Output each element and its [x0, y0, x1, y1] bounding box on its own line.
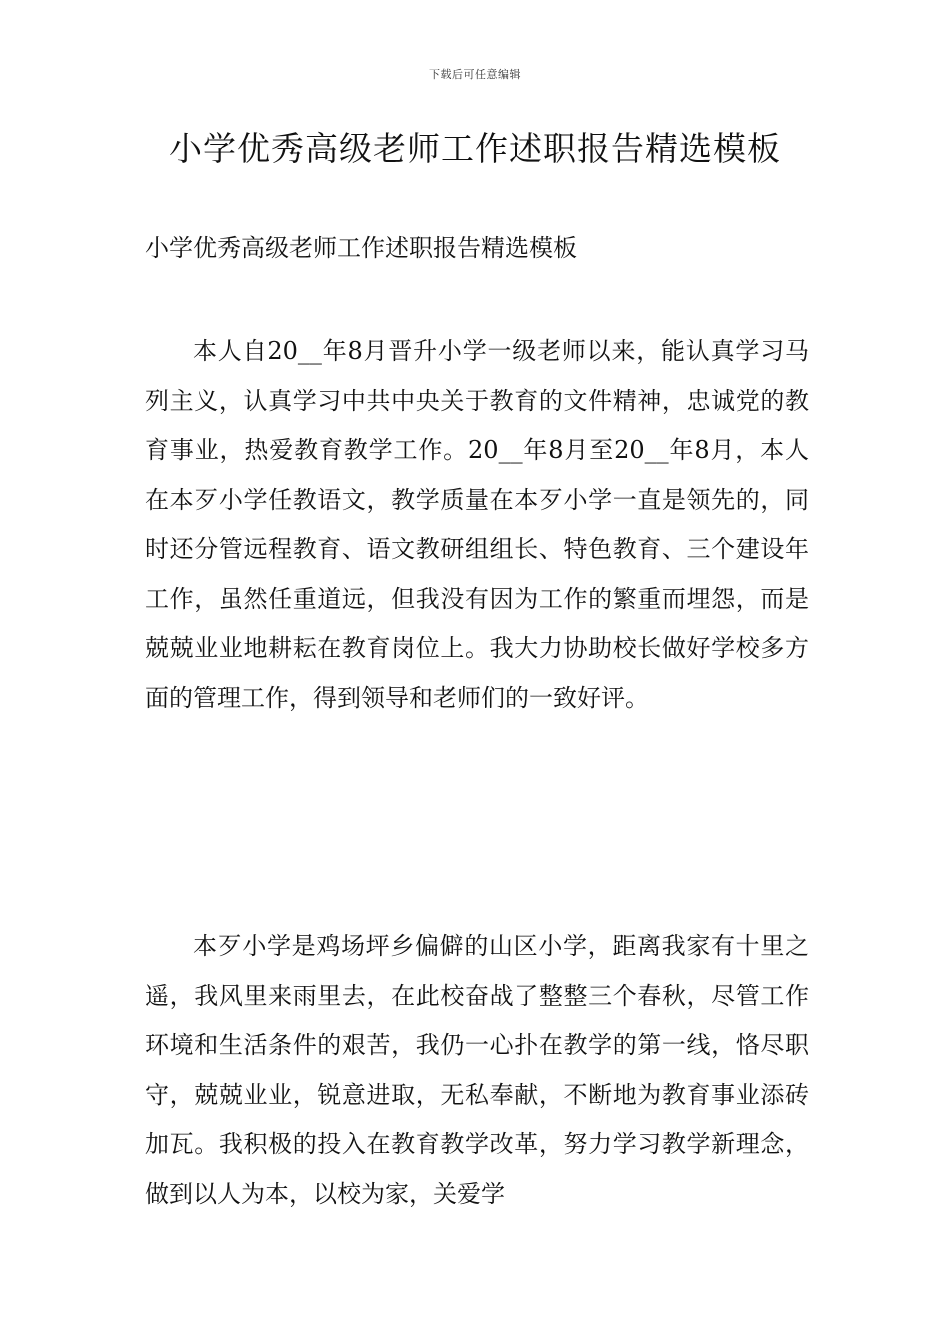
body-paragraph-2: 本歹小学是鸡场坪乡偏僻的山区小学，距离我家有十里之遥，我风里来雨里去，在此校奋战了整整三个春秋，尽管工作环境和生活条件的艰苦，我仍一心扑在教学的第一线，恪尽职守，兢兢业业，锐意进取，无私奉献，不断地为教育事业添砖加瓦。我积极的投入在教育教学改革，努力学习教学新理念，做到以人为本，以校为家，关爱学	[145, 932, 809, 1208]
document-title: 小学优秀高级老师工作述职报告精选模板	[169, 129, 781, 168]
header-note: 下载后可任意编辑	[429, 68, 521, 81]
body-paragraph-1: 本人自20__年8月晋升小学一级老师以来，能认真学习马列主义，认真学习中共中央关于教育的文件精神，忠诚党的教育事业，热爱教育教学工作。20__年8月至20__年8月，本人在本歹小学任教语文，教学质量在本歹小学一直是领先的，同时还分管远程教育、语文教研组组长、特色教育、三个建设年工作，虽然任重道远，但我没有因为工作的繁重而埋怨，而是兢兢业业地耕耘在教育岗位上。我大力协助校长做好学校多方面的管理工作，得到领导和老师们的一致好评。	[145, 337, 809, 712]
document-subtitle: 小学优秀高级老师工作述职报告精选模板	[145, 234, 577, 262]
